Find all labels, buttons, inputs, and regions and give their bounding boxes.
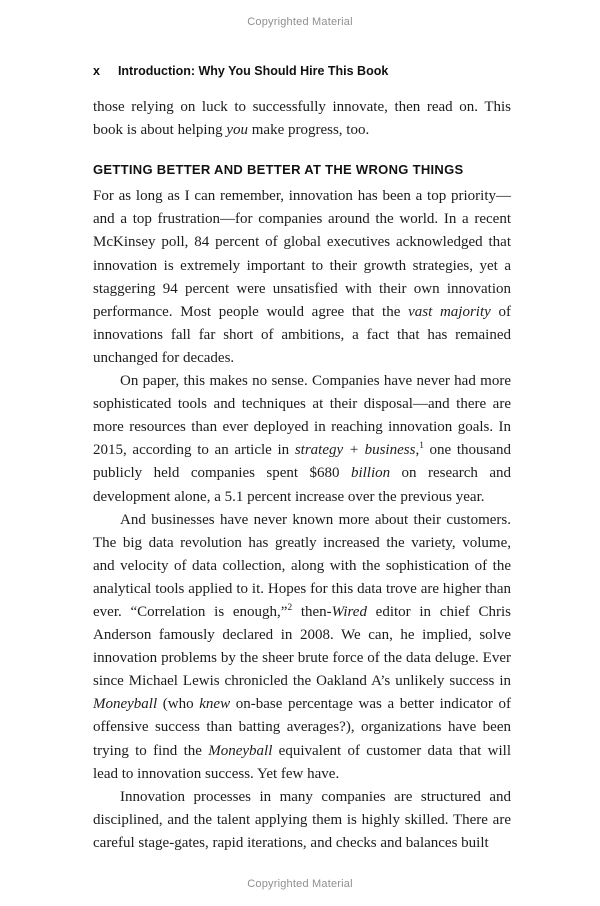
chapter-title: Introduction: Why You Should Hire This Book: [117, 64, 389, 78]
paragraph: Innovation processes in many companies are structured and disciplined, and the talent applying them is highly skilled. There are careful stage-gates, rapid iterations, and checks and balances built: [93, 788, 511, 851]
page-number: x: [93, 64, 100, 78]
body-text: [93, 96, 511, 855]
paragraph: On paper, this makes no sense. Companies have never had more sophisticated tools and techniques at their disposal—and there are more resources than ever deployed in reaching innovation goals. In 2015, according to an article in strategy + business,$^1$ one thousand publicly held companies spent $680 billion on research and development alone, a 5.1 percent increase over the previous year.: [93, 373, 512, 505]
paragraph-continuation: those relying on luck to successfully innovate, then read on. This book is about helping you make progress, too.: [93, 99, 511, 139]
paragraph: For as long as I can remember, innovation has been a top priority—and a top frustration—for companies around the world. In a recent McKinsey poll, 84 percent of global executives acknowledged that innovation is extremely important to their growth strategies, yet a staggering 94 percent were unsatisfied with their own innovation performance. Most people would agree that the vast majority of innovations fall far short of ambitions, a fact that has remained unchanged for decades.: [93, 188, 511, 366]
copyright-notice-bottom: Copyrighted Material: [247, 878, 353, 890]
section-heading: GETTING BETTER AND BETTER AT THE WRONG THINGS: [93, 162, 464, 178]
copyright-notice-top: Copyrighted Material: [247, 16, 353, 28]
paragraph: And businesses have never known more about their customers. The big data revolution has greatly increased the variety, volume, and velocity of data collection, along with the sophistication of the analytical tools applied to it. Hopes for this data trove are higher than ever. “Correlation is enough,”$^2$ then-Wired editor in chief Chris Anderson famously declared in 2008. We can, he implied, solve innovation problems by the sheer brute force of the data deluge. Ever since Michael Lewis chronicled the Oakland A’s unlikely success in Moneyball (who knew on-base percentage was a better indicator of offensive success than batting averages?), organizations have been trying to find the Moneyball equivalent of customer data that will lead to innovation success. Yet few have.: [93, 511, 512, 782]
page-header: [93, 64, 512, 78]
